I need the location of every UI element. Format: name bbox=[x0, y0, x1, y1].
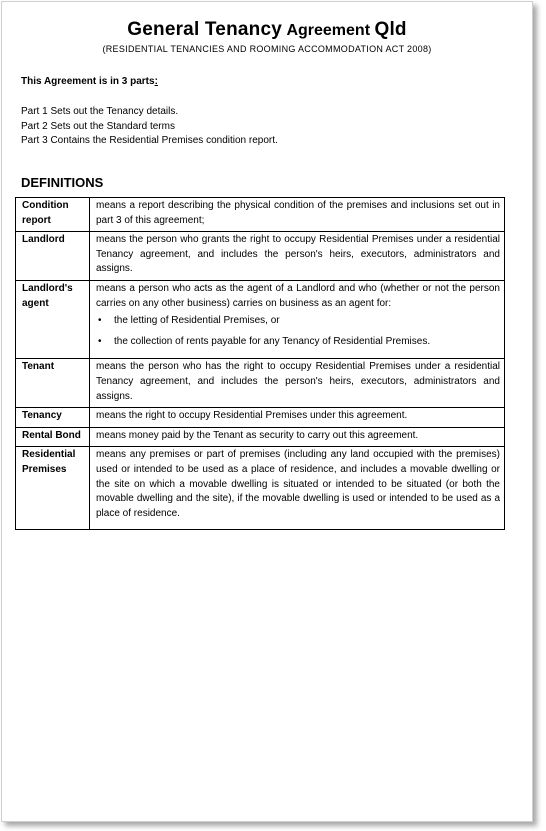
bullet-item: • the letting of Residential Premises, or bbox=[96, 314, 500, 329]
table-row bbox=[16, 280, 505, 358]
definition-cell bbox=[90, 280, 505, 358]
definition-text: means the right to occupy Residential Premises under this agreement. bbox=[90, 408, 505, 428]
definition-text: means the person who has the right to occupy Residential Premises under a residential Tenancy agreement, and includes the person's heirs, executors, administrators and assigns. bbox=[90, 359, 505, 408]
definition-term: Landlord's agent bbox=[16, 280, 90, 358]
table-row bbox=[16, 232, 505, 281]
intro-line bbox=[21, 75, 158, 89]
intro-colon: : bbox=[154, 76, 158, 87]
title-part-3: Qld bbox=[374, 19, 407, 40]
part-item: Part 3 Contains the Residential Premises condition report. bbox=[21, 135, 278, 146]
table-row bbox=[16, 408, 505, 428]
definition-text: means the person who grants the right to occupy Residential Premises under a residential Tenancy agreement, and includes the person's heirs, executors, administrators and assigns. bbox=[90, 232, 505, 281]
definition-term: Tenant bbox=[16, 359, 90, 408]
definition-term: Condition report bbox=[16, 198, 90, 232]
definition-text: means any premises or part of premises (including any land occupied with the premises) used or intended to be used as a place of residence, and includes a movable dwelling or the site on which a movable dwelling is situated or intended to be situated (or both the movable dwelling and the site), if the movable dwelling is used or intended to be used as a place of residence. bbox=[90, 447, 505, 530]
table-row bbox=[16, 427, 505, 447]
bullet-list bbox=[96, 314, 500, 349]
definition-text: means a person who acts as the agent of a Landlord and who (whether or not the person carries on any other business) carries on business as an agent for: bbox=[96, 282, 500, 309]
table-row bbox=[16, 359, 505, 408]
definition-term: Rental Bond bbox=[16, 427, 90, 447]
title-part-1: General Tenancy bbox=[127, 19, 282, 40]
definition-term: Residential Premises bbox=[16, 447, 90, 530]
bullet-item: • the collection of rents payable for any Tenancy of Residential Premises. bbox=[96, 335, 500, 350]
document-page bbox=[1, 1, 533, 822]
table-row bbox=[16, 198, 505, 232]
table-row bbox=[16, 447, 505, 530]
document-subtitle: (RESIDENTIAL TENANCIES AND ROOMING ACCOMMODATION ACT 2008) bbox=[102, 44, 432, 54]
title-part-2: Agreement bbox=[286, 22, 371, 39]
definition-text: means a report describing the physical condition of the premises and inclusions set out in part 3 of this agreement; bbox=[90, 198, 505, 232]
parts-list bbox=[21, 105, 278, 149]
definition-text: means money paid by the Tenant as security to carry out this agreement. bbox=[90, 427, 505, 447]
document-title bbox=[2, 19, 532, 41]
definition-term: Landlord bbox=[16, 232, 90, 281]
definition-term: Tenancy bbox=[16, 408, 90, 428]
part-item: Part 1 Sets out the Tenancy details. bbox=[21, 106, 179, 117]
part-item: Part 2 Sets out the Standard terms bbox=[21, 120, 175, 132]
intro-lead: This Agreement is in 3 parts bbox=[21, 76, 155, 87]
definitions-heading: DEFINITIONS bbox=[21, 175, 104, 190]
definitions-table bbox=[15, 197, 505, 530]
